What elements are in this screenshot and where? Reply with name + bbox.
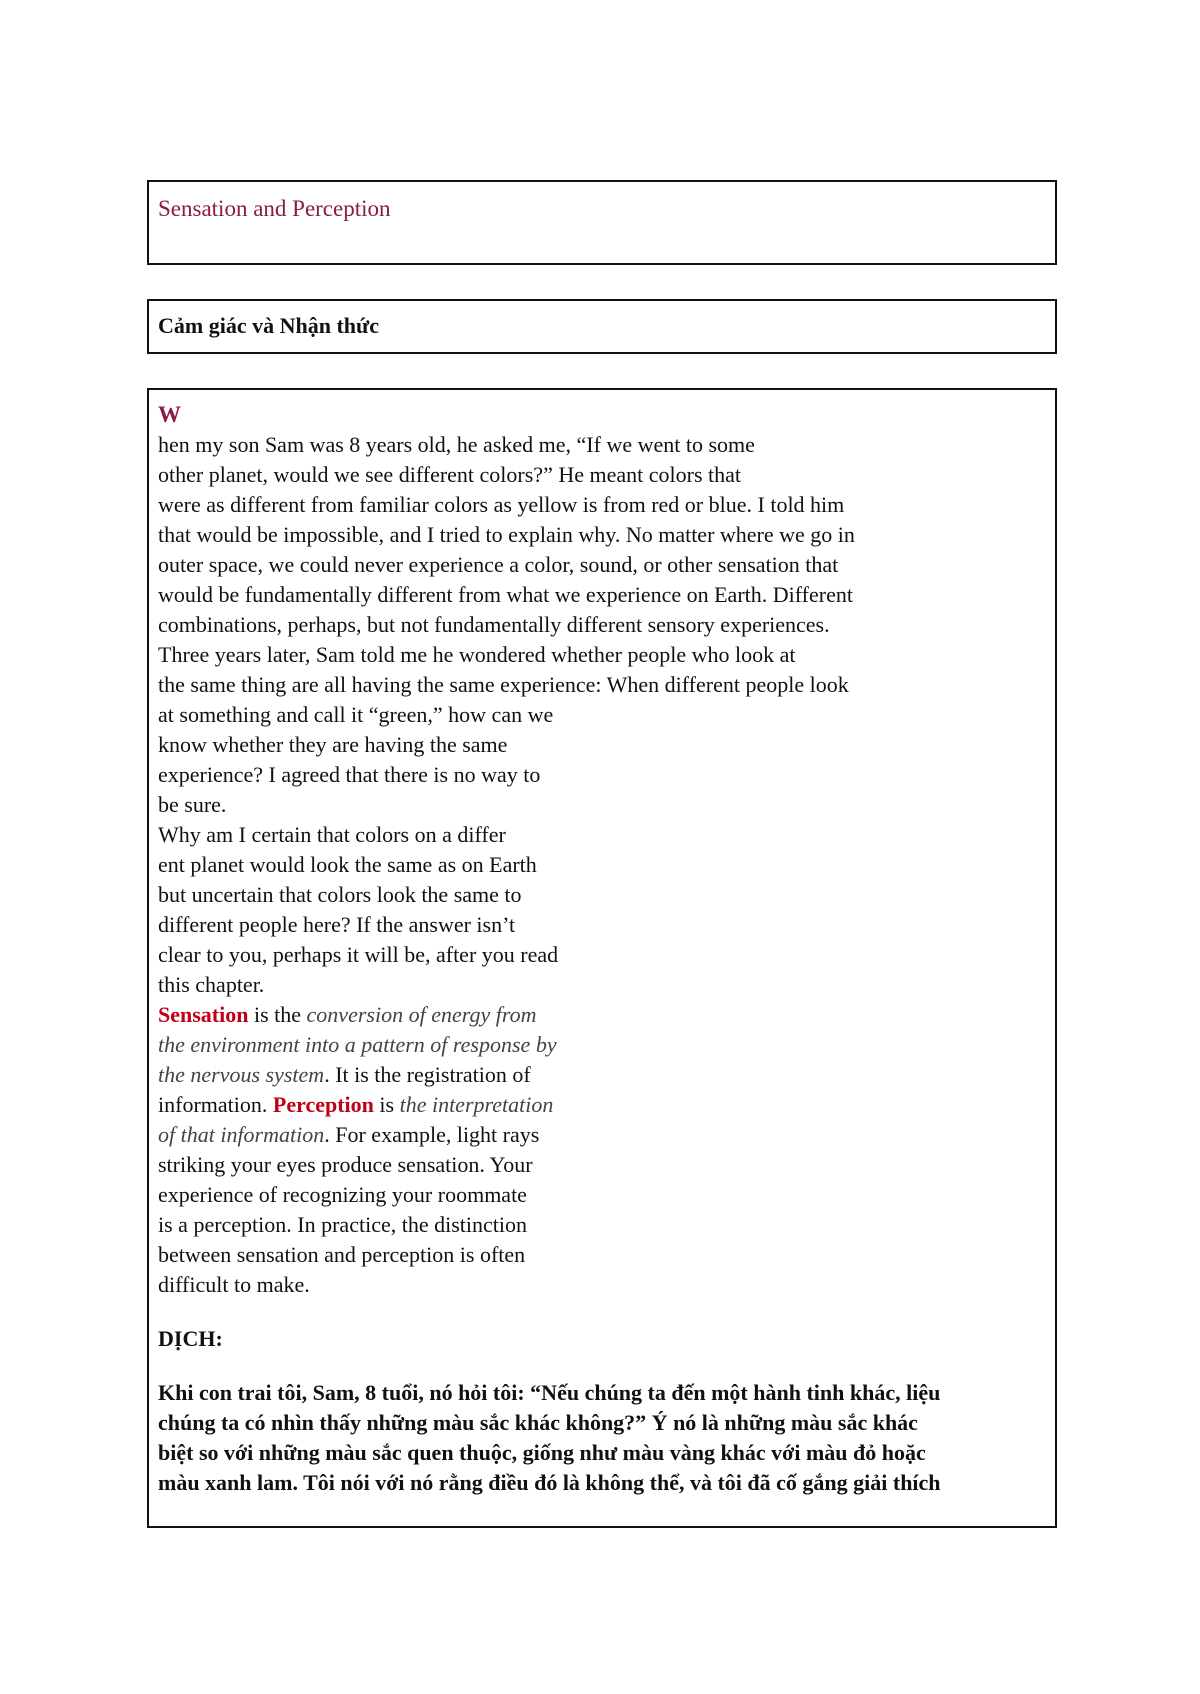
paragraph-line: difficult to make. (158, 1272, 310, 1297)
info-prefix-text: information. (158, 1092, 273, 1117)
sensation-definition: the nervous system (158, 1062, 325, 1087)
body-box (147, 388, 1057, 1528)
paragraph-line: combinations, perhaps, but not fundamentally different sensory experiences. (158, 612, 830, 637)
paragraph-line: Three years later, Sam told me he wondered whether people who look at (158, 642, 796, 667)
sensation-term: Sensation (158, 1002, 249, 1027)
sensation-definition: conversion of energy from (306, 1002, 537, 1027)
translation-heading: DỊCH: (158, 1326, 223, 1351)
paragraph-line: would be fundamentally different from what we experience on Earth. Different (158, 582, 853, 607)
definition-line (158, 1000, 1045, 1030)
body-content (158, 400, 1045, 1498)
definition-line (158, 1030, 1045, 1060)
paragraph-line: but uncertain that colors look the same to (158, 882, 522, 907)
translation-line: biệt so với những màu sắc quen thuộc, giống như màu vàng khác với màu đỏ hoặc (158, 1440, 926, 1465)
sensation-is-text: is the (248, 1002, 307, 1027)
perception-definition: of that information (158, 1122, 325, 1147)
paragraph-line: is a perception. In practice, the distinction (158, 1212, 527, 1237)
spacer (158, 1354, 1045, 1378)
paragraph-line: at something and call it “green,” how can we (158, 702, 554, 727)
document-subtitle: Cảm giác và Nhận thức (158, 313, 379, 338)
paragraph-line: this chapter. (158, 972, 265, 997)
paragraph-line: striking your eyes produce sensation. Your (158, 1152, 533, 1177)
drop-cap: W (158, 402, 181, 427)
sensation-definition: the environment into a pattern of response by (158, 1032, 557, 1057)
sensation-after-text: . It is the registration of (324, 1062, 531, 1087)
paragraph-line: clear to you, perhaps it will be, after you read (158, 942, 559, 967)
paragraph-line: hen my son Sam was 8 years old, he asked me, “If we went to some (158, 432, 755, 457)
paragraph-line: the same thing are all having the same experience: When different people look (158, 672, 849, 697)
paragraph-line: outer space, we could never experience a color, sound, or other sensation that (158, 552, 839, 577)
paragraph-line: ent planet would look the same as on Earth (158, 852, 537, 877)
paragraph-line: that would be impossible, and I tried to explain why. No matter where we go in (158, 522, 855, 547)
paragraph-line: experience of recognizing your roommate (158, 1182, 527, 1207)
perception-definition: the interpretation (399, 1092, 554, 1117)
title-box (147, 180, 1057, 265)
paragraph-line: were as different from familiar colors as yellow is from red or blue. I told him (158, 492, 845, 517)
paragraph-line: other planet, would we see different colors?” He meant colors that (158, 462, 741, 487)
document-title: Sensation and Perception (158, 196, 391, 221)
perception-after-text: . For example, light rays (324, 1122, 540, 1147)
definition-line (158, 1060, 1045, 1090)
paragraph-line: experience? I agreed that there is no way to (158, 762, 541, 787)
paragraph-line: be sure. (158, 792, 227, 817)
paragraph-line: different people here? If the answer isn’t (158, 912, 516, 937)
subtitle-box (147, 299, 1057, 354)
perception-term: Perception (272, 1092, 374, 1117)
definition-line (158, 1090, 1045, 1120)
paragraph-line: Why am I certain that colors on a differ (158, 822, 506, 847)
translation-line: màu xanh lam. Tôi nói với nó rằng điều đó là không thể, và tôi đã cố gắng giải thích (158, 1470, 941, 1495)
perception-is-text: is (373, 1092, 400, 1117)
translation-line: Khi con trai tôi, Sam, 8 tuổi, nó hỏi tôi: “Nếu chúng ta đến một hành tinh khác, liệu (158, 1380, 941, 1405)
spacer (158, 1300, 1045, 1324)
definition-line (158, 1120, 1045, 1150)
translation-line: chúng ta có nhìn thấy những màu sắc khác không?” Ý nó là những màu sắc khác (158, 1410, 918, 1435)
paragraph-line: know whether they are having the same (158, 732, 508, 757)
paragraph-line: between sensation and perception is often (158, 1242, 526, 1267)
